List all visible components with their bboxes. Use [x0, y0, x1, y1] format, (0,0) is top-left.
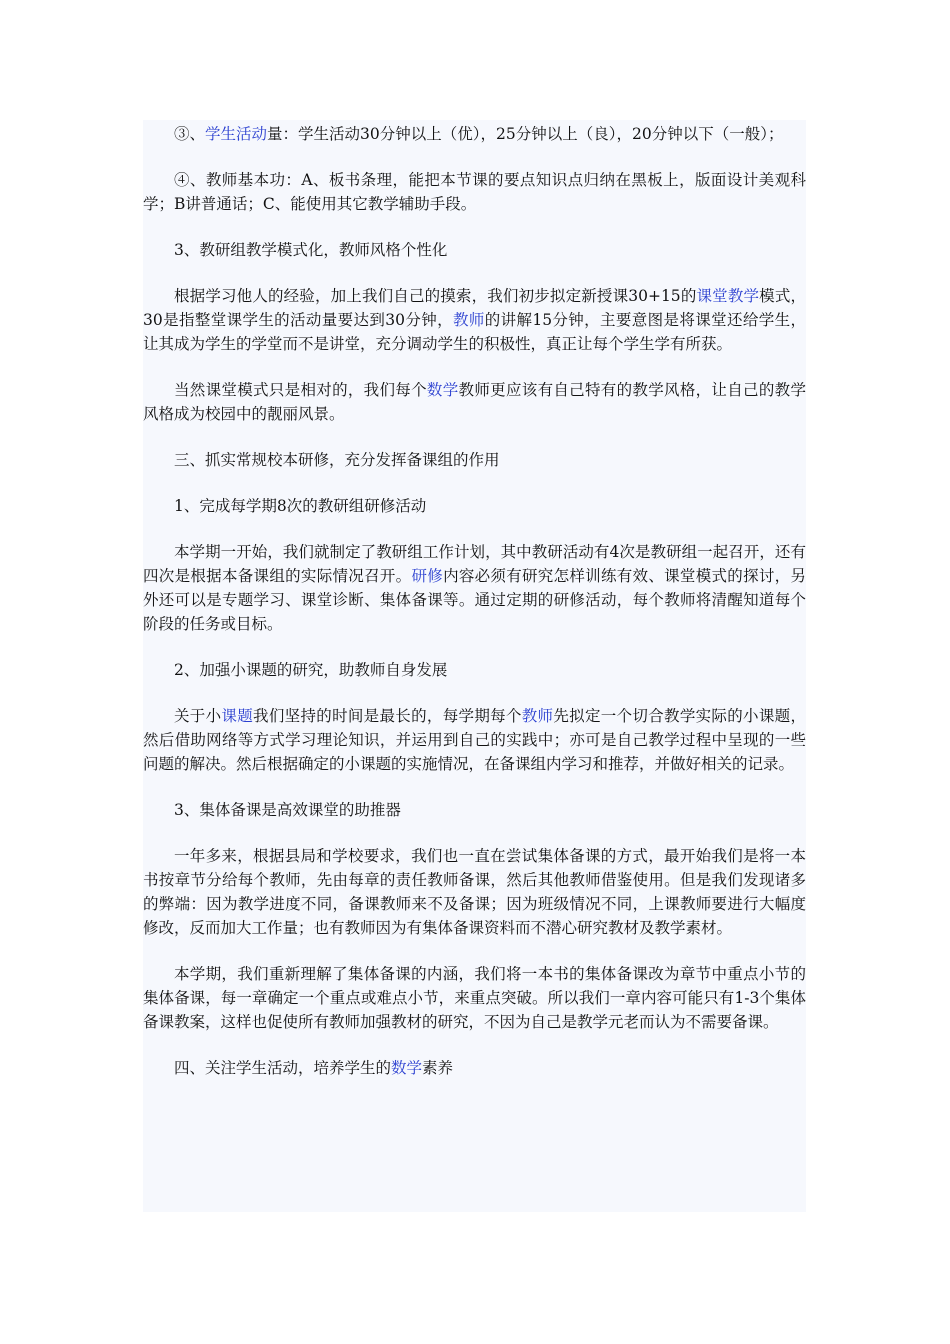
link-math[interactable]: 数学: [426, 381, 459, 399]
paragraph-collective-prep-new: [143, 962, 806, 1034]
text-segment: 本学期一开始，我们就制定了教研组工作计划，其中教研活动有4次是教研组一起召开，还有四次是根据本备课组的实际情况召开。: [143, 543, 806, 585]
text-segment: ③、: [174, 125, 206, 143]
link-teacher-2[interactable]: 教师: [521, 707, 554, 725]
text-segment: 素养: [422, 1059, 454, 1077]
text-segment: 1、完成每学期8次的教研组研修活动: [174, 497, 427, 515]
text-segment: 三、抓实常规校本研修，充分发挥备课组的作用: [174, 451, 500, 469]
text-segment: 当然课堂模式只是相对的，我们每个: [174, 381, 427, 399]
paragraph-student-activity: [143, 122, 806, 146]
paragraph-teaching-style: [143, 378, 806, 426]
text-segment: 内容必须有研究怎样训练有效、课堂模式的探讨，另外还可以是专题学习、课堂诊断、集体备课等。通过定期的研修活动，每个教师将清醒知道每个阶段的任务或目标。: [143, 567, 806, 633]
text-segment: 四、关注学生活动，培养学生的: [174, 1059, 392, 1077]
link-student-activity[interactable]: 学生活动: [205, 125, 268, 143]
paragraph-classroom-model: [143, 284, 806, 356]
document-body: [143, 122, 806, 1102]
text-segment: 3、教研组教学模式化，教师风格个性化: [174, 241, 448, 259]
paragraph-small-topics: [143, 704, 806, 776]
text-segment: 一年多来，根据县局和学校要求，我们也一直在尝试集体备课的方式，最开始我们是将一本书按章节分给每个教师，先由每章的责任教师备课，然后其他教师借鉴使用。但是我们发现诸多的弊端：因为教学进度不同，备课教师来不及备课；因为班级情况不同，上课教师要进行大幅度修改，反而加大工作量；也有教师因为有集体备课资料而不潜心研究教材及教学素材。: [143, 847, 806, 937]
text-segment: 量：学生活动30分钟以上（优），25分钟以上（良），20分钟以下（一般）；: [267, 125, 784, 143]
text-segment: 关于小: [174, 707, 222, 725]
link-classroom-teaching[interactable]: 课堂教学: [696, 287, 760, 305]
text-segment: 根据学习他人的经验，加上我们自己的摸索，我们初步拟定新授课30+15的: [174, 287, 697, 305]
text-segment: 2、加强小课题的研究，助教师自身发展: [174, 661, 448, 679]
link-topic[interactable]: 课题: [221, 707, 254, 725]
paragraph-teacher-skills: [143, 168, 806, 216]
text-segment: 本学期，我们重新理解了集体备课的内涵，我们将一本书的集体备课改为章节中重点小节的集体备课，每一章确定一个重点或难点小节，来重点突破。所以我们一章内容可能只有1-3个集体备课教案，这样也促使所有教师加强教材的研究，不因为自己是教学元老而认为不需要备课。: [143, 965, 806, 1031]
subheading-research-activities: [143, 494, 806, 518]
text-segment: ④、教师基本功：A、板书条理，能把本节课的要点知识点归纳在黑板上，版面设计美观科学；B讲普通话；C、能使用其它教学辅助手段。: [143, 171, 806, 213]
text-segment: 教师更应该有自己特有的教学风格，让自己的教学风格成为校园中的靓丽风景。: [143, 381, 806, 423]
link-math-2[interactable]: 数学: [391, 1059, 423, 1077]
text-segment: 的讲解15分钟，主要意图是将课堂还给学生，让其成为学生的学堂而不是讲堂，充分调动学生的积极性，真正让每个学生学有所获。: [143, 311, 806, 353]
subheading-small-topics: [143, 658, 806, 682]
section-heading-3: [143, 448, 806, 472]
text-segment: 3、集体备课是高效课堂的助推器: [174, 801, 401, 819]
text-segment: 模式，30是指整堂课学生的活动量要达到30分钟，: [143, 287, 806, 329]
text-segment: 我们坚持的时间是最长的，每学期每个: [253, 707, 522, 725]
link-teacher[interactable]: 教师: [452, 311, 485, 329]
paragraph-research-plan: [143, 540, 806, 636]
subheading-teaching-model: [143, 238, 806, 262]
paragraph-collective-prep-history: [143, 844, 806, 940]
text-segment: 先拟定一个切合教学实际的小课题，然后借助网络等方式学习理论知识，并运用到自己的实践中；亦可是自己教学过程中呈现的一些问题的解决。然后根据确定的小课题的实施情况，在备课组内学习和推荐，并做好相关的记录。: [143, 707, 806, 773]
link-research[interactable]: 研修: [411, 567, 444, 585]
subheading-collective-prep: [143, 798, 806, 822]
section-heading-4: [143, 1056, 806, 1080]
